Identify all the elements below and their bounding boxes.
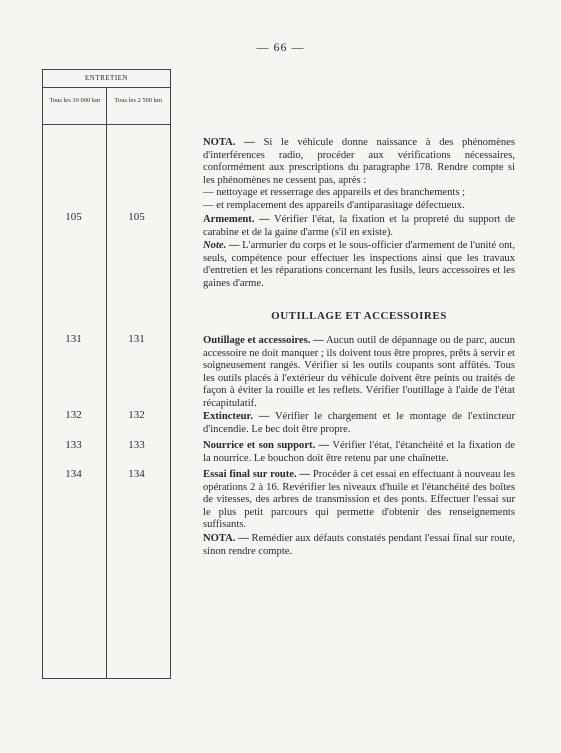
col-header-10000km: Tous les 10 000 km (49, 97, 101, 104)
essai-paragraph (203, 469, 515, 532)
extincteur-lead: Extincteur. — (203, 411, 270, 422)
armement-text: Vérifier l'état, la fixation et la propreté du support de carabine et de la gaine d'arme (s'il en existe). (203, 214, 515, 238)
note-text: L'armurier du corps et le sous-officier d'armement de l'unité ont, seuls, compétence pour effectuer les inspections ainsi que les travaux d'entretien et les réparations concernant les fusils, leurs accessoires et les gaines d'arme. (203, 240, 516, 289)
section-title: OUTILLAGE ET ACCESSOIRES (271, 310, 447, 322)
nota-item-1: — nettoyage et resserrage des appareils et des branchements ; (203, 187, 466, 199)
outillage-text: Aucun outil de dépannage ou de parc, aucun accessoire ne doit manquer ; ils doivent tous être propres, prêts à servir et soigneusement rangés. Vérifier si les outils coupants sont affûtés. Tous les outils placés à l'extérieur du véhicule doivent être peints ou traités de façon à éviter la rouille et les reflets. Vérifier l'outillage à l'aide de l'état récapitulatif. (203, 335, 515, 409)
note-armurier-paragraph (203, 240, 515, 290)
nota-final-text: Remédier aux défauts constatés pendant l'essai final sur route, sinon rendre compte. (203, 533, 515, 557)
col-header-2500km: Tous les 2 500 km (114, 97, 163, 104)
essai-text: Procéder à cet essai en effectuant à nouveau les opérations 2 à 16. Revérifier les niveaux d'huile et l'étanchéité des boîtes de vitesses, des arbres de transmission et des ponts. Effectuer l'essai sur le plus petit parcours qui permette d'obtenir des renseignements suffisants. (203, 469, 515, 531)
page-number: — 66 — (256, 40, 305, 54)
armement-lead: Armement. — (203, 214, 270, 225)
nourrice-paragraph (203, 440, 515, 465)
ref-2500-row-1: 105 (128, 211, 145, 223)
nota-lead: NOTA. — (203, 137, 255, 148)
note-lead: Note. — (203, 240, 240, 251)
armement-paragraph (203, 214, 515, 239)
table-title: ENTRETIEN (43, 70, 170, 88)
nota-final-paragraph (203, 533, 515, 558)
extincteur-paragraph (203, 411, 515, 436)
outillage-paragraph (203, 335, 515, 411)
essai-lead: Essai final sur route. — (203, 469, 311, 480)
ref-2500-row-5: 134 (128, 468, 145, 480)
maintenance-table (42, 69, 171, 679)
ref-10000-row-1: 105 (65, 211, 82, 223)
ref-10000-row-2: 131 (65, 333, 82, 345)
nota-item-2: — et remplacement des appareils d'antiparasitage défectueux. (203, 199, 465, 211)
nourrice-lead: Nourrice et son support. — (203, 440, 330, 451)
ref-2500-row-3: 132 (128, 409, 145, 421)
column-divider (106, 87, 107, 678)
nourrice-text: Vérifier l'état, l'étanchéité et la fixation de la nourrice. Le bouchon doit être retenu par une chaînette. (203, 440, 515, 464)
nota-text: Si le véhicule donne naissance à des phénomènes d'interférences radio, procéder aux vérifications nécessaires, conformément aux prescriptions du paragraphe 178. Rendre compte si les phénomènes ne cessent pas, après : (203, 137, 515, 186)
ref-10000-row-3: 132 (65, 409, 82, 421)
nota-radio-paragraph (203, 137, 515, 213)
ref-2500-row-2: 131 (128, 333, 145, 345)
extincteur-text: Vérifier le chargement et le montage de l'extincteur d'incendie. Le bec doit être propre. (203, 411, 516, 435)
ref-10000-row-4: 133 (65, 439, 82, 451)
nota-final-lead: NOTA. — (203, 533, 249, 544)
outillage-lead: Outillage et accessoires. — (203, 335, 324, 346)
ref-2500-row-4: 133 (128, 439, 145, 451)
ref-10000-row-5: 134 (65, 468, 82, 480)
